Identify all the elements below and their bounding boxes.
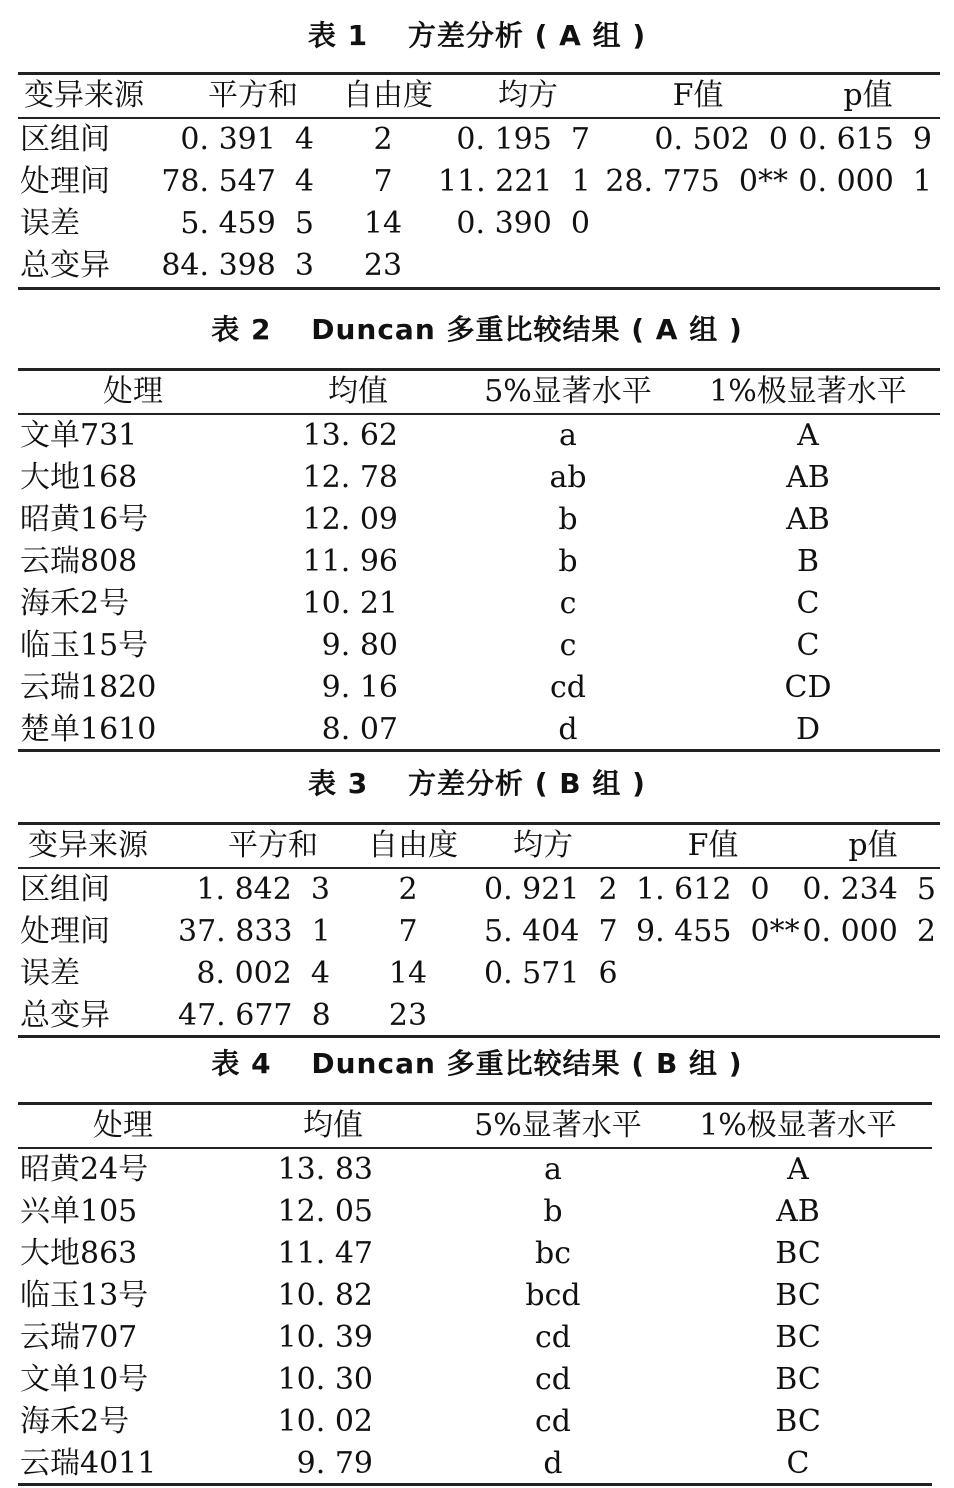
cell-sig5: c [559,586,577,621]
cell-source: 处理间 [20,164,110,199]
cell-sig5: b [558,502,578,537]
cell-ss: 37. 833 1 [178,914,331,949]
table-row [18,869,940,911]
header-p: p值 [843,78,893,113]
cell-sig5: d [558,712,578,747]
cell-ms: 0. 195 7 [456,122,590,157]
cell-ms: 0. 571 6 [484,956,618,991]
cell-df: 7 [373,164,393,199]
cell-ms: 5. 404 7 [484,914,618,949]
cell-ss: 5. 459 5 [180,206,314,241]
cell-p: 0. 234 5 [802,872,936,907]
cell-source: 区组间 [20,122,110,157]
header-ms: 均方 [498,78,558,113]
anova-table-a [18,72,940,290]
table-row [18,625,940,667]
cell-sig5: b [558,544,578,579]
cell-source: 区组间 [20,872,110,907]
cell-sig1: AB [786,502,830,537]
cell-source: 总变异 [20,998,110,1033]
cell-ms [438,245,590,287]
cell-ss: 0. 391 4 [180,122,314,157]
cell-df: 2 [373,122,393,157]
table-header-row [18,825,940,869]
header-mean: 均值 [328,374,388,409]
header-sig1: 1%极显著水平 [699,1108,897,1143]
cell-treatment: 海禾2号 [20,1404,130,1439]
table-row [18,995,940,1037]
cell-sig5: d [543,1446,563,1481]
cell-mean: 12. 05 [277,1194,373,1229]
cell-mean: 13. 62 [302,418,398,453]
table-row [18,499,940,541]
cell-mean: 12. 78 [302,460,398,495]
cell-sig5: cd [534,1320,571,1355]
header-df: 自由度 [368,828,458,863]
cell-sig1: BC [775,1404,821,1439]
cell-treatment: 大地863 [20,1236,138,1271]
table-row [18,583,940,625]
cell-mean: 10. 39 [277,1320,373,1355]
cell-treatment: 海禾2号 [20,586,130,621]
cell-df: 14 [363,206,403,241]
table-header-row [18,75,940,119]
cell-f: 9. 455 0** [636,914,800,949]
cell-treatment: 楚单1610 [20,712,157,747]
table-row [18,541,940,583]
cell-sig1: AB [776,1194,820,1229]
cell-df: 14 [388,956,428,991]
cell-df: 7 [398,914,418,949]
cell-sig1: BC [775,1362,821,1397]
cell-ss: 84. 398 3 [161,248,314,283]
cell-mean: 10. 21 [302,586,398,621]
cell-sig1: D [795,712,821,747]
cell-treatment: 临玉13号 [20,1278,149,1313]
cell-f [598,245,788,287]
cell-source: 处理间 [20,914,110,949]
anova-table-b [18,822,940,1038]
header-treatment: 处理 [93,1108,153,1143]
cell-sig1: BC [775,1320,821,1355]
cell-treatment: 大地168 [20,460,138,495]
cell-ss: 1. 842 3 [196,872,330,907]
cell-treatment: 昭黄16号 [20,502,149,537]
cell-treatment: 兴单105 [20,1194,138,1229]
table3-caption: 表 3 方差分析 ( B 组 ) [308,767,646,800]
table1-caption: 表 1 方差分析 ( A 组 ) [307,19,647,52]
table-row [18,911,940,953]
cell-treatment: 文单10号 [20,1362,149,1397]
cell-p [788,245,932,287]
cell-source: 误差 [20,206,80,241]
duncan-table-b [18,1102,932,1486]
cell-p: 0. 000 2 [802,914,936,949]
table4-caption: 表 4 Duncan 多重比较结果 ( B 组 ) [211,1047,743,1080]
cell-treatment: 昭黄24号 [20,1152,149,1187]
cell-sig5: cd [534,1404,571,1439]
cell-df: 23 [388,998,428,1033]
header-mean: 均值 [303,1108,363,1143]
cell-mean: 8. 07 [321,712,398,747]
cell-mean: 10. 82 [277,1278,373,1313]
header-ss: 平方和 [208,78,298,113]
cell-mean: 9. 16 [321,670,398,705]
cell-sig5: bc [534,1236,571,1271]
header-ss: 平方和 [228,828,318,863]
header-ms: 均方 [513,828,573,863]
cell-sig1: CD [784,670,832,705]
cell-sig5: cd [549,670,586,705]
table-row [18,203,940,245]
header-sig1: 1%极显著水平 [709,374,907,409]
cell-sig1: BC [775,1278,821,1313]
header-source: 变异来源 [24,78,144,113]
cell-treatment: 云瑞808 [20,544,138,579]
cell-p [788,953,936,995]
table-row [18,415,940,457]
cell-treatment: 云瑞4011 [20,1446,157,1481]
header-df: 自由度 [343,78,433,113]
table-header-row [18,1105,932,1149]
table-row [18,245,940,287]
table-row [18,1275,932,1317]
cell-ms: 0. 390 0 [456,206,590,241]
cell-f: 1. 612 0 [636,872,770,907]
cell-sig5: cd [534,1362,571,1397]
cell-sig1: AB [786,460,830,495]
cell-sig1: C [796,628,820,663]
cell-sig5: bcd [525,1278,581,1313]
cell-mean: 9. 80 [321,628,398,663]
table-row [18,1149,932,1191]
header-treatment: 处理 [103,374,163,409]
header-p: p值 [848,828,898,863]
cell-treatment: 云瑞1820 [20,670,157,705]
cell-sig1: C [796,586,820,621]
header-f: F值 [687,828,739,863]
table-row [18,119,940,161]
cell-sig1: C [786,1446,810,1481]
cell-source: 总变异 [20,248,110,283]
header-f: F值 [672,78,724,113]
table-row [18,1317,932,1359]
cell-treatment: 云瑞707 [20,1320,138,1355]
header-source: 变异来源 [28,828,148,863]
cell-ss: 8. 002 4 [196,956,330,991]
table-header-row [18,371,940,415]
cell-sig1: B [796,544,820,579]
cell-p: 0. 000 1 [798,164,932,199]
cell-sig5: c [559,628,577,663]
table-row [18,161,940,203]
cell-mean: 11. 47 [277,1236,373,1271]
table-row [18,457,940,499]
cell-f [598,203,788,245]
table-row [18,1191,932,1233]
table-row [18,1401,932,1443]
cell-source: 误差 [20,956,80,991]
cell-ms: 11. 221 1 [438,164,591,199]
cell-p [788,995,936,1037]
table-row [18,1443,932,1485]
cell-ss: 47. 677 8 [178,998,331,1033]
cell-mean: 13. 83 [277,1152,373,1187]
cell-sig5: b [543,1194,563,1229]
table-row [18,1233,932,1275]
cell-df: 2 [398,872,418,907]
cell-sig1: A [797,418,819,453]
cell-mean: 9. 79 [296,1446,373,1481]
cell-mean: 11. 96 [302,544,398,579]
duncan-table-a [18,368,940,752]
cell-sig5: ab [549,460,587,495]
cell-sig5: a [559,418,577,453]
header-sig5: 5%显著水平 [474,1108,642,1143]
table-row [18,667,940,709]
cell-f: 28. 775 0** [605,164,788,199]
cell-ms: 0. 921 2 [484,872,618,907]
cell-p [788,203,932,245]
table-row [18,709,940,751]
table2-caption: 表 2 Duncan 多重比较结果 ( A 组 ) [211,313,743,346]
cell-p: 0. 615 9 [798,122,932,157]
cell-sig5: a [544,1152,562,1187]
cell-mean: 10. 30 [277,1362,373,1397]
cell-sig1: BC [775,1236,821,1271]
header-sig5: 5%显著水平 [484,374,652,409]
cell-ss: 78. 547 4 [161,164,314,199]
cell-mean: 12. 09 [302,502,398,537]
cell-mean: 10. 02 [277,1404,373,1439]
cell-sig1: A [787,1152,809,1187]
cell-ms [484,995,634,1037]
cell-f: 0. 502 0 [654,122,788,157]
cell-df: 23 [363,248,403,283]
cell-treatment: 文单731 [20,418,138,453]
table-row [18,953,940,995]
table-row [18,1359,932,1401]
cell-treatment: 临玉15号 [20,628,149,663]
